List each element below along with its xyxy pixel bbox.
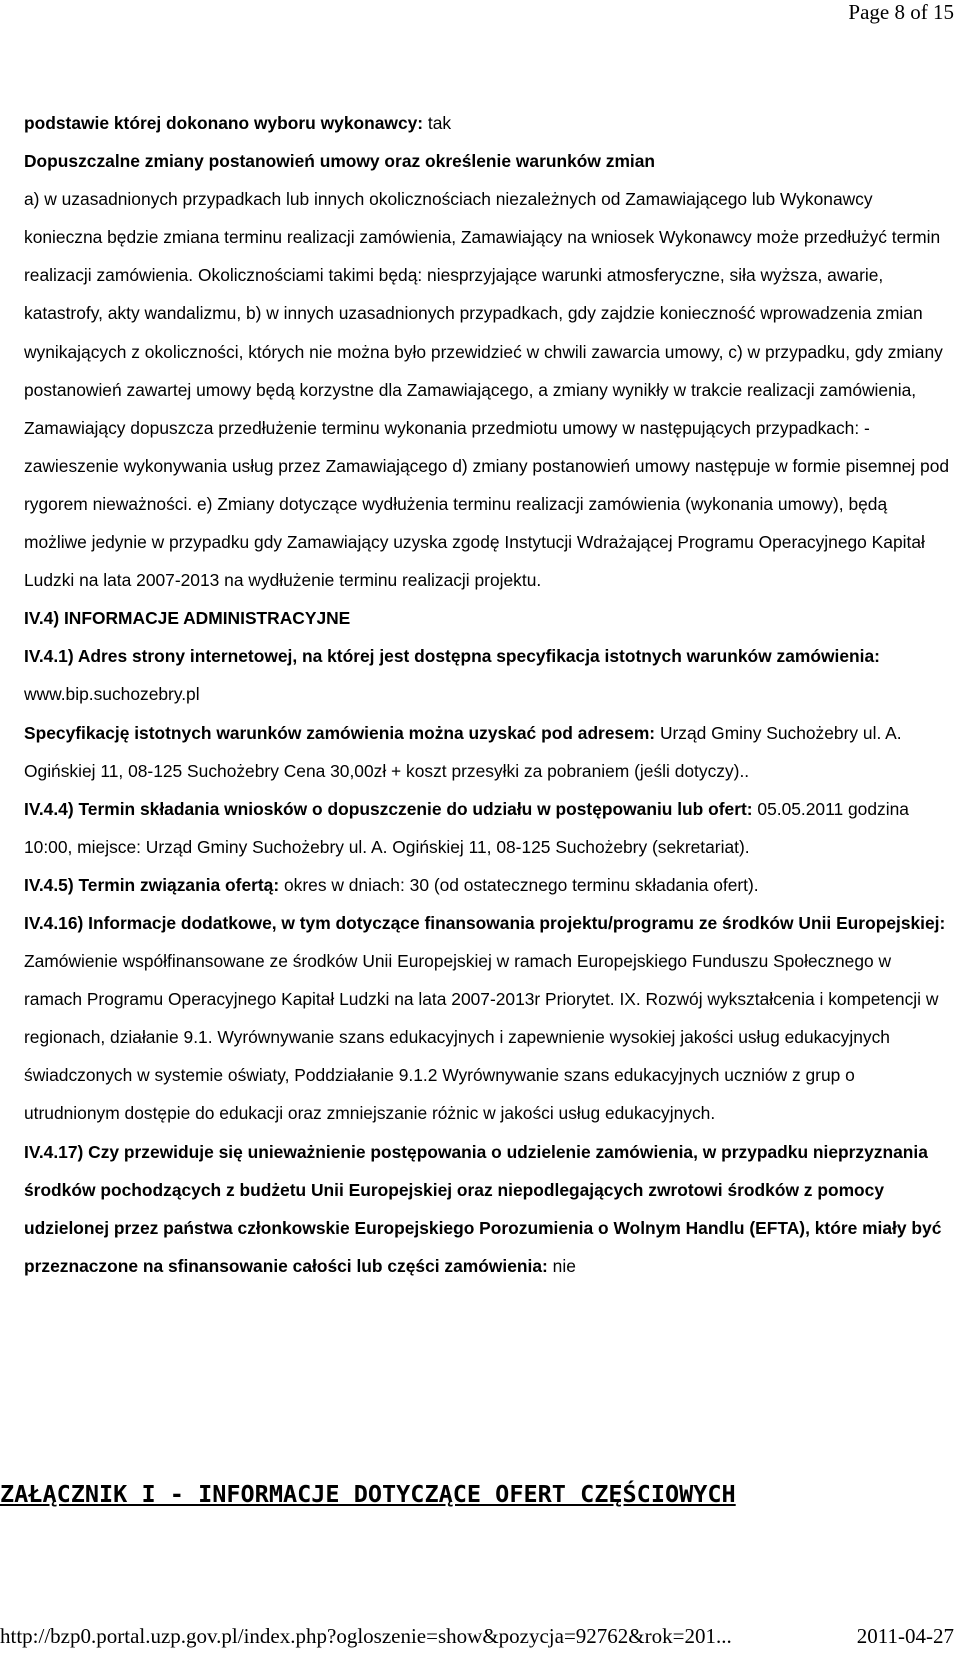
spec-value: Urząd Gminy Suchożebry ul. A. Ogińskiej 11, 08-125 Suchożebry Cena 30,00zł + koszt przesyłki za pobraniem (jeśli dotyczy).. bbox=[24, 722, 902, 781]
deadline-section bbox=[24, 790, 952, 866]
selection-basis bbox=[24, 104, 952, 142]
admin-heading-text: IV.4) INFORMACJE ADMINISTRACYJNE bbox=[24, 608, 351, 629]
spec-label: Specyfikację istotnych warunków zamówienia można uzyskać pod adresem: bbox=[24, 722, 656, 743]
changes-body: a) w uzasadnionych przypadkach lub innych okolicznościach niezależnych od Zamawiającego lub Wykonawcy konieczna będzie zmiana terminu realizacji zamówienia, Zamawiający na wniosek Wykonawcy może przedłużyć termin realizacji zamówienia. Okolicznościami takimi będą: niesprzyjające warunki atmosferyczne, siła wyższa, awarie, katastrofy, akty wandalizmu, b) w innych uzasadnionych przypadkach, gdy zajdzie konieczność wprowadzenia zmian wynikających z okoliczności, których nie można było przewidzieć w chwili zawarcia umowy, c) w przypadku, gdy zmiany postanowień zawartej umowy będą korzystne dla Zamawiającego, a zmiany wynikły w trakcie realizacji zamówienia, Zamawiający dopuszcza przedłużenie terminu wykonania przedmiotu umowy w następujących przypadkach: - zawieszenie wykonywania usług przez Zamawiającego d) zmiany postanowień umowy następuje w formie pisemnej pod rygorem nieważności. e) Zmiany dotyczące wydłużenia terminu realizacji zamówienia (wykonania umowy), będą możliwe jedynie w przypadku gdy Zamawiający uzyska zgodę Instytucji Wdrażającej Programu Operacyjnego Kapitał Ludzki na lata 2007-2013 na wydłużenie terminu realizacji projektu. bbox=[24, 189, 950, 591]
changes-heading-text: Dopuszczalne zmiany postanowień umowy oraz określenie warunków zmian bbox=[24, 151, 656, 172]
additional-info-section bbox=[24, 904, 952, 1133]
additional-info-value: Zamówienie współfinansowane ze środków Unii Europejskiej w ramach Europejskiego Funduszu Społecznego w ramach Programu Operacyjnego Kapitał Ludzki na lata 2007-2013r Priorytet. IX. Rozwój wykształcenia i kompetencji w regionach, działanie 9.1. Wyrównywanie szans edukacyjnych i zapewnienie wysokiej jakości usług edukacyjnych świadczonych w systemie oświaty, Poddziałanie 9.1.2 Wyrównywanie szans edukacyjnych uczniów z grup o utrudnionym dostępie do edukacji oraz zmniejszanie różnic w jakości usług edukacyjnych. bbox=[24, 951, 939, 1124]
annulment-label: IV.4.17) Czy przewiduje się unieważnienie postępowania o udzielenie zamówienia, w przypadku nieprzyznania środków pochodzących z budżetu Unii Europejskiej oraz niepodlegających zwrotowi środków z pomocy udzielonej przez państwa członkowskie Europejskiego Porozumienia o Wolnym Handlu (EFTA), które miały być przeznaczone na sfinansowanie całości lub części zamówienia: bbox=[24, 1141, 942, 1276]
additional-info-label: IV.4.16) Informacje dodatkowe, w tym dotyczące finansowania projektu/programu ze środków Unii Europejskiej: bbox=[24, 912, 946, 933]
admin-heading bbox=[24, 599, 952, 637]
changes-heading bbox=[24, 142, 952, 180]
binding-label: IV.4.5) Termin związania ofertą: bbox=[24, 874, 280, 895]
notice-content bbox=[24, 104, 952, 1285]
binding-section bbox=[24, 866, 952, 904]
spec-section bbox=[24, 714, 952, 790]
deadline-label: IV.4.4) Termin składania wniosków o dopuszczenie do udziału w postępowaniu lub ofert: bbox=[24, 798, 753, 819]
binding-value: okres w dniach: 30 (od ostatecznego terminu składania ofert). bbox=[279, 874, 759, 895]
attachment-heading: ZAŁĄCZNIK I - INFORMACJE DOTYCZĄCE OFERT CZĘŚCIOWYCH bbox=[0, 1480, 736, 1508]
website-section bbox=[24, 637, 952, 713]
footer-url[interactable]: http://bzp0.portal.uzp.gov.pl/index.php?ogloszenie=show&pozycja=92762&rok=201... bbox=[0, 1624, 732, 1648]
deadline-value: 05.05.2011 godzina 10:00, miejsce: Urząd Gminy Suchożebry ul. A. Ogińskiej 11, 08-125 Suchożebry (sekretariat). bbox=[24, 798, 909, 857]
selection-basis-label: podstawie której dokonano wyboru wykonawcy: bbox=[24, 113, 424, 133]
footer-date: 2011-04-27 bbox=[856, 1624, 954, 1648]
website-value[interactable]: www.bip.suchozebry.pl bbox=[24, 684, 200, 705]
page-number: Page 8 of 15 bbox=[848, 0, 954, 24]
website-label: IV.4.1) Adres strony internetowej, na której jest dostępna specyfikacja istotnych warunków zamówienia: bbox=[24, 646, 880, 667]
annulment-section bbox=[24, 1133, 952, 1285]
annulment-value: nie bbox=[547, 1255, 576, 1276]
page-footer bbox=[0, 1622, 960, 1652]
selection-basis-value: tak bbox=[423, 113, 452, 133]
